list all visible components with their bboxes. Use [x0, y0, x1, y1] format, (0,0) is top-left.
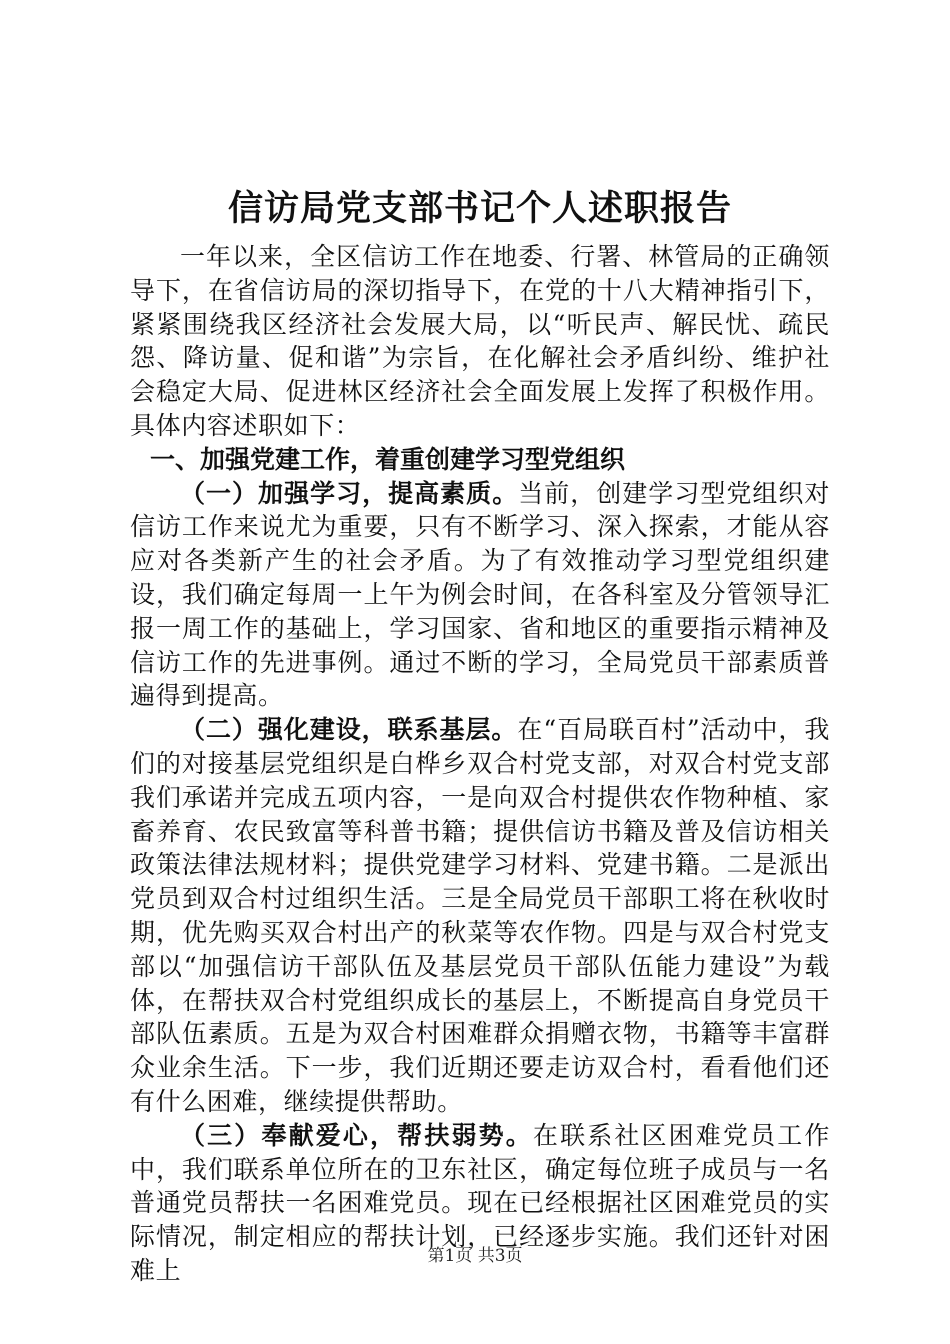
intro-paragraph: 一年以来，全区信访工作在地委、行署、林管局的正确领导下，在省信访局的深切指导下，在党的十八大精神指引下，紧紧围绕我区经济社会发展大局，以“听民声、解民忧、疏民怨、降访量、促和谐”为宗旨，在化解社会矛盾纠纷、维护社会稳定大局、促进林区经济社会全面发展上发挥了积极作用。具体内容述职如下：: [130, 242, 830, 440]
item-text-2: 在“百局联百村”活动中，我们的对接基层党组织是白桦乡双合村党支部，对双合村党支部我们承诺并完成五项内容，一是向双合村提供农作物种植、家畜养育、农民致富等科普书籍；提供信访书籍及普及信访相关政策法律法规材料；提供党建学习材料、党建书籍。二是派出党员到双合村过组织生活。三是全局党员干部职工将在秋收时期，优先购买双合村出产的秋菜等农作物。四是与双合村党支部以“加强信访干部队伍及基层党员干部队伍能力建设”为载体，在帮扶双合村党组织成长的基层上，不断提高自身党员干部队伍素质。五是为双合村困难群众捐赠衣物，书籍等丰富群众业余生活。下一步，我们近期还要走访双合村，看看他们还有什么困难，继续提供帮助。: [130, 715, 830, 1116]
item-text-1: 当前，创建学习型党组织对信访工作来说尤为重要，只有不断学习、深入探索，才能从容应对各类新产生的社会矛盾。为了有效推动学习型党组织建设，我们确定每周一上午为例会时间，在各科室及分管领导汇报一周工作的基础上，学习国家、省和地区的重要指示精神及信访工作的先进事例。通过不断的学习，全局党员干部素质普遍得到提高。: [130, 478, 830, 711]
page-footer: 第1页 共3页: [427, 1246, 523, 1266]
document-page: [130, 182, 830, 1288]
item-lead-2: （二）强化建设，联系基层。: [180, 715, 518, 745]
item-paragraph-1: [130, 477, 830, 714]
item-lead-1: （一）加强学习，提高素质。: [180, 478, 519, 508]
item-paragraph-2: [130, 713, 830, 1119]
document-title: 信访局党支部书记个人述职报告: [227, 188, 732, 229]
item-lead-3: （三）奉献爱心，帮扶弱势。: [180, 1120, 533, 1150]
section-heading-1: 一、加强党建工作，着重创建学习型党组织: [150, 444, 626, 474]
item-text-3: 在联系社区困难党员工作中，我们联系单位所在的卫东社区，确定每位班子成员与一名普通党员帮扶一名困难党员。现在已经根据社区困难党员的实际情况，制定相应的帮扶计划，已经逐步实施。我们还针对困难上: [130, 1120, 830, 1285]
